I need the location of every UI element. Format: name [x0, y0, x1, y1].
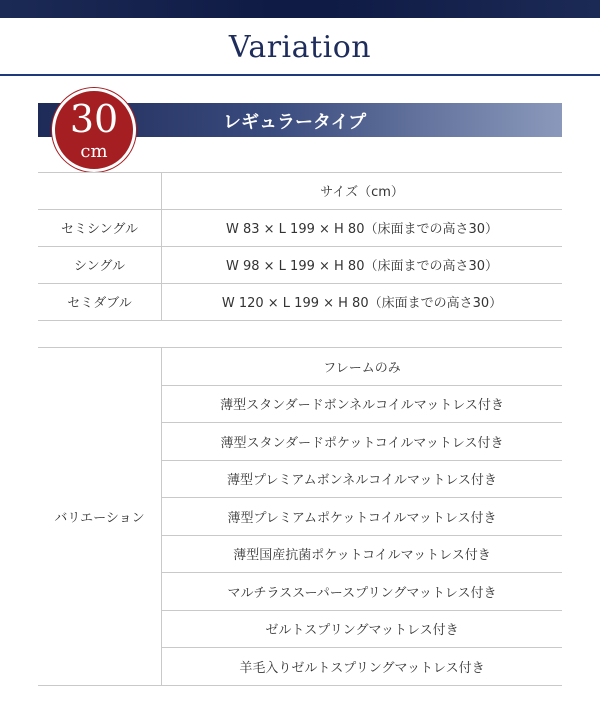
variation-item: 羊毛入りゼルトスプリングマットレス付き — [239, 660, 485, 676]
title-divider — [0, 74, 600, 76]
variation-item: ゼルトスプリングマットレス付き — [265, 623, 459, 638]
variation-item: フレームのみ — [323, 360, 401, 376]
badge-unit: cm — [80, 141, 108, 162]
size-row-label: セミダブル — [67, 296, 132, 311]
variation-item: 薄型スタンダードポケットコイルマットレス付き — [220, 435, 504, 451]
size-row-value: W 83 × L 199 × H 80（床面までの高さ30） — [225, 222, 499, 237]
badge-number: 30 — [69, 97, 119, 141]
size-column-header: サイズ（cm） — [320, 185, 404, 200]
size-row-value: W 98 × L 199 × H 80（床面までの高さ30） — [225, 259, 499, 274]
size-row-value: W 120 × L 199 × H 80（床面までの高さ30） — [221, 296, 503, 311]
variation-row-label: バリエーション — [54, 510, 145, 526]
height-badge — [52, 88, 136, 172]
top-decorative-band — [0, 0, 600, 18]
size-row-label: セミシングル — [60, 222, 139, 237]
variation-item: 薄型国産抗菌ポケットコイルマットレス付き — [233, 548, 491, 563]
page-title: Variation — [228, 30, 372, 65]
variation-item: 薄型プレミアムポケットコイルマットレス付き — [227, 510, 497, 526]
table-rule — [38, 685, 562, 686]
size-row-label: シングル — [73, 259, 126, 274]
type-label: レギュラータイプ — [223, 112, 367, 133]
table-rule — [38, 320, 562, 321]
variation-item: マルチラススーパースプリングマットレス付き — [227, 585, 497, 601]
variation-item: 薄型プレミアムボンネルコイルマットレス付き — [227, 473, 497, 488]
variation-item: 薄型スタンダードボンネルコイルマットレス付き — [220, 398, 504, 413]
